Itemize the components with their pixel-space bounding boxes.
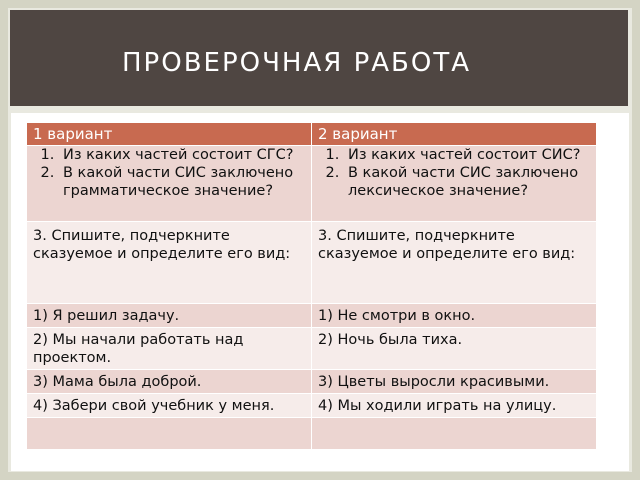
questions-variant-1: [27, 146, 312, 222]
sentence-cell: 2) Ночь была тиха.: [312, 328, 597, 370]
sentence-cell: 3) Мама была доброй.: [27, 370, 312, 394]
question-item: 2. В какой части СИС заключено лексическое значение?: [344, 164, 590, 200]
sentence-cell: 3) Цветы выросли красивыми.: [312, 370, 597, 394]
sentence-cell: 4) Забери свой учебник у меня.: [27, 394, 312, 418]
table-row: [27, 418, 597, 450]
question-item: 1. Из каких частей состоит СГС?: [59, 146, 305, 164]
task-variant-2: 3. Спишите, подчеркните сказуемое и определите его вид:: [312, 222, 597, 304]
task-variant-1: 3. Спишите, подчеркните сказуемое и определите его вид:: [27, 222, 312, 304]
empty-cell: [312, 418, 597, 450]
table-row: [27, 370, 597, 394]
table-row: [27, 146, 597, 222]
sentence-cell: 2) Мы начали работать над проектом.: [27, 328, 312, 370]
sentence-cell: 1) Я решил задачу.: [27, 304, 312, 328]
slide-title: ПРОВЕРОЧНАЯ РАБОТА: [122, 48, 472, 78]
variants-table: [26, 122, 597, 450]
question-item: 2. В какой части СИС заключено грамматическое значение?: [59, 164, 305, 200]
table-row: [27, 304, 597, 328]
empty-cell: [27, 418, 312, 450]
questions-variant-2: [312, 146, 597, 222]
header-variant-1: 1 вариант: [27, 123, 312, 146]
table-row: [27, 394, 597, 418]
sentence-cell: 1) Не смотри в окно.: [312, 304, 597, 328]
question-item: 1. Из каких частей состоит СИС?: [344, 146, 590, 164]
sentence-cell: 4) Мы ходили играть на улицу.: [312, 394, 597, 418]
table-row: [27, 328, 597, 370]
table-row: [27, 222, 597, 304]
table-header-row: [27, 123, 597, 146]
header-variant-2: 2 вариант: [312, 123, 597, 146]
